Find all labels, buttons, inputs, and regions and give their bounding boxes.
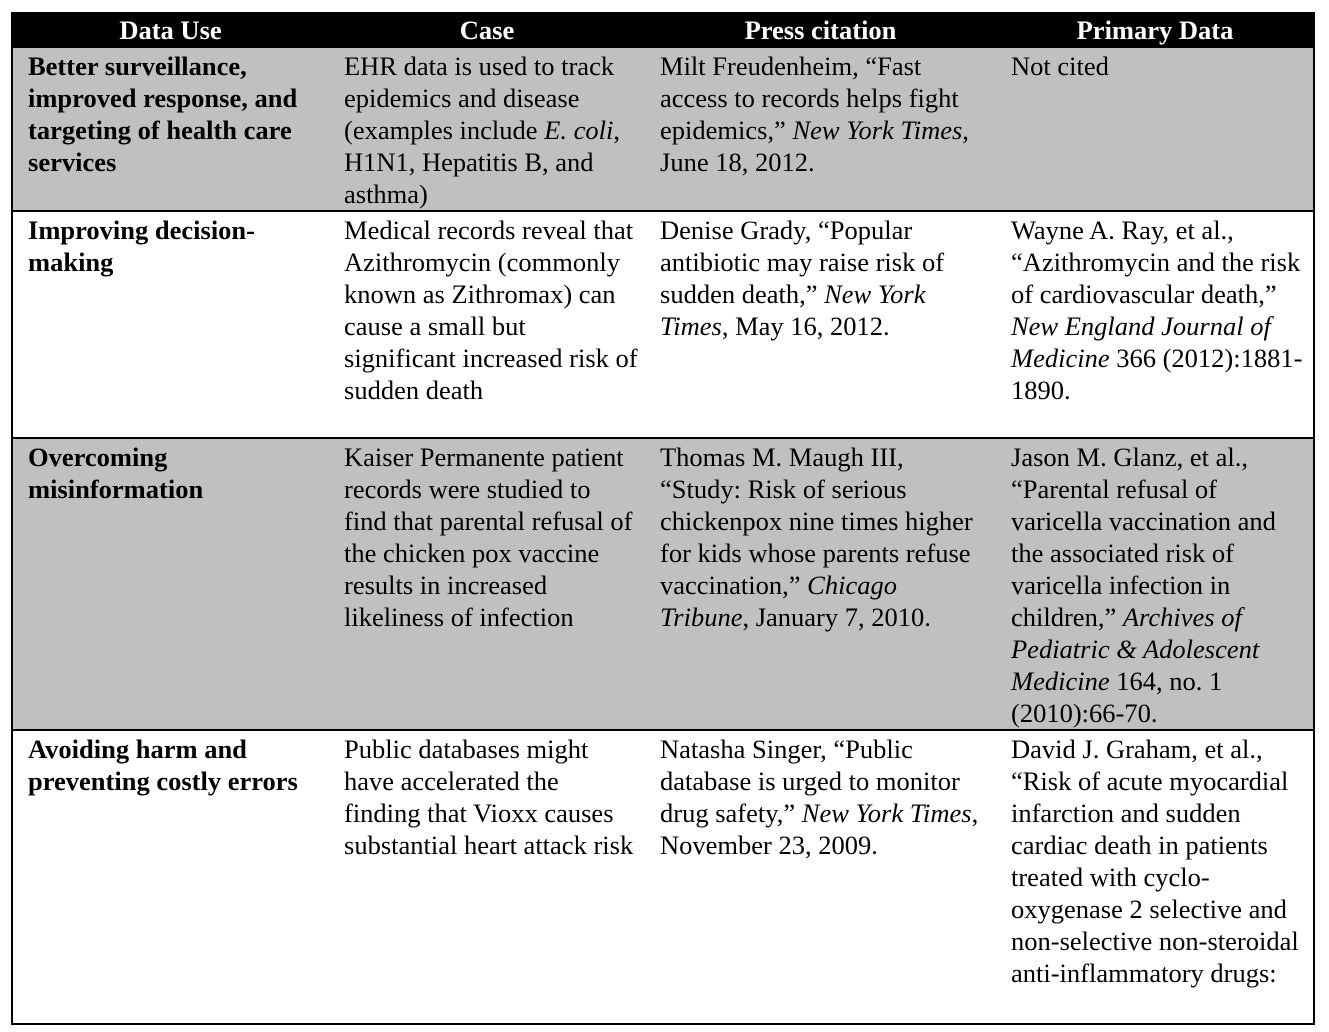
table-row — [12, 438, 1314, 730]
case-cell: Medical records reveal that Azithromycin (commonly known as Zithromax) can cause a small but significant increased risk of sudden death — [329, 211, 645, 438]
data-use-cell: Avoiding harm and preventing costly errors — [12, 730, 329, 1024]
primary-data-cell: David J. Graham, et al., “Risk of acute myocardial infarction and sudden cardiac death in patients treated with cyclo-oxygenase 2 selective and non-selective non-steroidal anti-inflammatory drugs: — [996, 730, 1314, 1024]
primary-data-cell: Wayne A. Ray, et al., “Azithromycin and the risk of cardiovascular death,” New England Journal of Medicine 366 (2012):1881-1890. — [996, 211, 1314, 438]
primary-data-cell: Not cited — [996, 47, 1314, 211]
table-row — [12, 730, 1314, 1024]
press-citation-cell: Milt Freudenheim, “Fast access to records helps fight epidemics,” New York Times, June 18, 2012. — [645, 47, 996, 211]
data-use-cell: Overcoming misinformation — [12, 438, 329, 730]
header-data-use: Data Use — [12, 13, 329, 47]
primary-data-cell: Jason M. Glanz, et al., “Parental refusal of varicella vaccination and the associated risk of varicella infection in children,” Archives of Pediatric & Adolescent Medicine 164, no. 1 (2010):66-70. — [996, 438, 1314, 730]
data-use-table — [11, 12, 1315, 1025]
table-row — [12, 211, 1314, 438]
press-citation-cell: Denise Grady, “Popular antibiotic may raise risk of sudden death,” New York Times, May 16, 2012. — [645, 211, 996, 438]
case-cell: Public databases might have accelerated the finding that Vioxx causes substantial heart attack risk — [329, 730, 645, 1024]
data-use-cell: Better surveillance, improved response, and targeting of health care services — [12, 47, 329, 211]
case-cell: EHR data is used to track epidemics and disease (examples include E. coli, H1N1, Hepatitis B, and asthma) — [329, 47, 645, 211]
table-row — [12, 47, 1314, 211]
case-cell: Kaiser Permanente patient records were studied to find that parental refusal of the chicken pox vaccine results in increased likeliness of infection — [329, 438, 645, 730]
header-case: Case — [329, 13, 645, 47]
header-primary-data: Primary Data — [996, 13, 1314, 47]
press-citation-cell: Thomas M. Maugh III, “Study: Risk of serious chickenpox nine times higher for kids whose parents refuse vaccination,” Chicago Tribune, January 7, 2010. — [645, 438, 996, 730]
data-use-cell: Improving decision-making — [12, 211, 329, 438]
header-press-citation: Press citation — [645, 13, 996, 47]
header-row — [12, 13, 1314, 47]
press-citation-cell: Natasha Singer, “Public database is urged to monitor drug safety,” New York Times, November 23, 2009. — [645, 730, 996, 1024]
